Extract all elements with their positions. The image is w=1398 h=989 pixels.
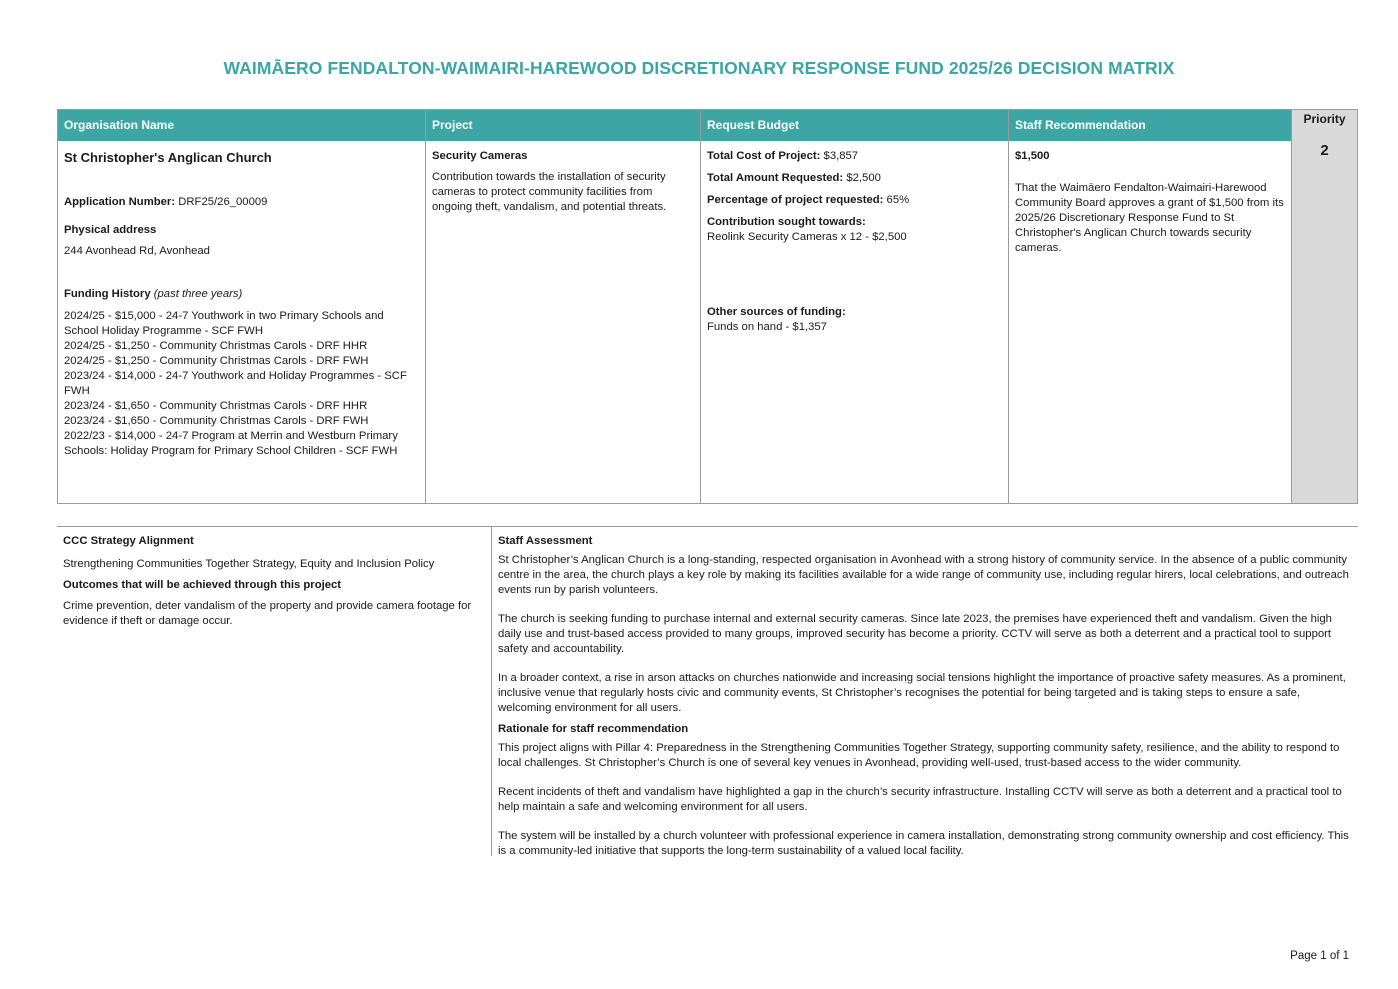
total-requested-value: $2,500 [846,172,881,184]
page-title: WAIMĀERO FENDALTON-WAIMAIRI-HAREWOOD DISCRETIONARY RESPONSE FUND 2025/26 DECISION MATRIX [223,58,1175,78]
organisation-name: St Christopher's Anglican Church [64,150,272,165]
funding-history-item: 2024/25 - $15,000 - 24-7 Youthwork in two Primary Schools and School Holiday Programme - SCF FWH [64,310,384,337]
header-organisation-name: Organisation Name [58,110,425,141]
priority-column [1292,110,1357,503]
application-number-label: Application Number: [64,196,176,208]
rationale-label: Rationale for staff recommendation [498,723,689,735]
strategy-section [63,534,485,629]
project-name: Security Cameras [432,150,528,162]
recommendation-amount: $1,500 [1015,150,1050,162]
contribution-value: Reolink Security Cameras x 12 - $2,500 [707,231,907,243]
assessment-paragraph: In a broader context, a rise in arson attacks on churches nationwide and increasing social tensions highlight the importance of proactive safety measures. As a prominent, inclusive venue that regularly hosts civic and community events, St Christopher’s recognises the potential for being targeted and is taking steps to ensure a safe, welcoming environment for all users. [498,672,1346,714]
header-priority: Priority [1303,112,1346,126]
funding-history-item: 2023/24 - $1,650 - Community Christmas Carols - DRF HHR [64,400,368,412]
percentage-value: 65% [886,194,910,206]
header-project: Project [426,110,700,141]
funding-history-item: 2023/24 - $14,000 - 24-7 Youthwork and Holiday Programmes - SCF FWH [64,370,407,397]
assessment-paragraph: The church is seeking funding to purchase internal and external security cameras. Since late 2023, the premises have experienced theft and vandalism. Given the high daily use and trust-based access provided to many groups, improved security has become a priority. CCTV will serve as both a deterrent and a practical tool to support safety and accountability. [498,613,1332,655]
budget-column [701,110,1009,503]
rationale-paragraph: Recent incidents of theft and vandalism have highlighted a gap in the church’s security infrastructure. Installing CCTV will serve as both a deterrent and a practical tool to help maintain a safe and welcoming environment for all users. [498,786,1342,813]
total-requested-label: Total Amount Requested: [707,172,844,184]
funding-history-item: 2022/23 - $14,000 - 24-7 Program at Merrin and Westburn Primary Schools: Holiday Program for Primary School Children - SCF FWH [64,430,398,457]
outcomes-label: Outcomes that will be achieved through this project [63,579,342,591]
rationale-paragraph: The system will be installed by a church volunteer with professional experience in camera installation, demonstrating strong community ownership and cost efficiency. This is a community-led initiative that supports the long-term sustainability of a valued local facility. [498,830,1349,857]
project-description: Contribution towards the installation of security cameras to protect community facilities from ongoing theft, vandalism, and potential threats. [432,171,667,213]
percentage-requested [707,193,1002,208]
funding-history-item: 2024/25 - $1,250 - Community Christmas Carols - DRF FWH [64,355,369,367]
application-number [64,195,419,210]
percentage-label: Percentage of project requested: [707,194,884,206]
total-cost [707,149,1002,164]
funding-history-note: (past three years) [153,288,243,300]
priority-value: 2 [1320,142,1329,159]
column-divider [491,526,492,856]
total-cost-label: Total Cost of Project: [707,150,821,162]
organisation-column [58,110,426,503]
funding-history-heading [64,287,419,302]
application-number-value: DRF25/26_00009 [178,196,268,208]
section-divider [57,526,1358,527]
assessment-section [498,534,1356,859]
staff-assessment-label: Staff Assessment [498,535,593,547]
contribution-label: Contribution sought towards: [707,216,866,228]
rationale-paragraph: This project aligns with Pillar 4: Preparedness in the Strengthening Communities Together Strategy, supporting community safety, resilience, and the ability to respond to local challenges. St Christopher’s Church is one of several key venues in Avonhead, providing well-used, trust-based access to the wider community. [498,742,1340,769]
assessment-paragraph: St Christopher’s Anglican Church is a long-standing, respected organisation in Avonhead with a strong history of community service. In the absence of a public community centre in the area, the church plays a key role by making its facilities available for a wide range of community use, including regular hirers, local celebrations, and outreach events run by parish volunteers. [498,554,1349,596]
outcomes-value: Crime prevention, deter vandalism of the property and provide camera footage for evidence if theft or damage occur. [63,600,472,627]
strategy-alignment-value: Strengthening Communities Together Strategy, Equity and Inclusion Policy [63,558,435,570]
address-value: 244 Avonhead Rd, Avonhead [64,245,210,257]
header-staff-recommendation: Staff Recommendation [1009,110,1291,141]
recommendation-column [1009,110,1292,503]
strategy-alignment-label: CCC Strategy Alignment [63,535,194,547]
other-sources-label: Other sources of funding: [707,306,846,318]
funding-history-list [64,309,419,459]
other-sources-value: Funds on hand - $1,357 [707,321,827,333]
funding-history-item: 2023/24 - $1,650 - Community Christmas Carols - DRF FWH [64,415,369,427]
total-requested [707,171,1002,186]
project-column [426,110,701,503]
total-cost-value: $3,857 [823,150,859,162]
decision-matrix-table [57,109,1358,504]
page-number: Page 1 of 1 [1290,950,1349,962]
recommendation-text: That the Waimāero Fendalton-Waimairi-Harewood Community Board approves a grant of $1,500 from its 2025/26 Discretionary Response Fund to St Christopher's Anglican Church towards security cameras. [1015,182,1284,254]
header-request-budget: Request Budget [701,110,1008,141]
funding-history-label: Funding History [64,288,151,300]
address-label: Physical address [64,224,157,236]
funding-history-item: 2024/25 - $1,250 - Community Christmas Carols - DRF HHR [64,340,368,352]
